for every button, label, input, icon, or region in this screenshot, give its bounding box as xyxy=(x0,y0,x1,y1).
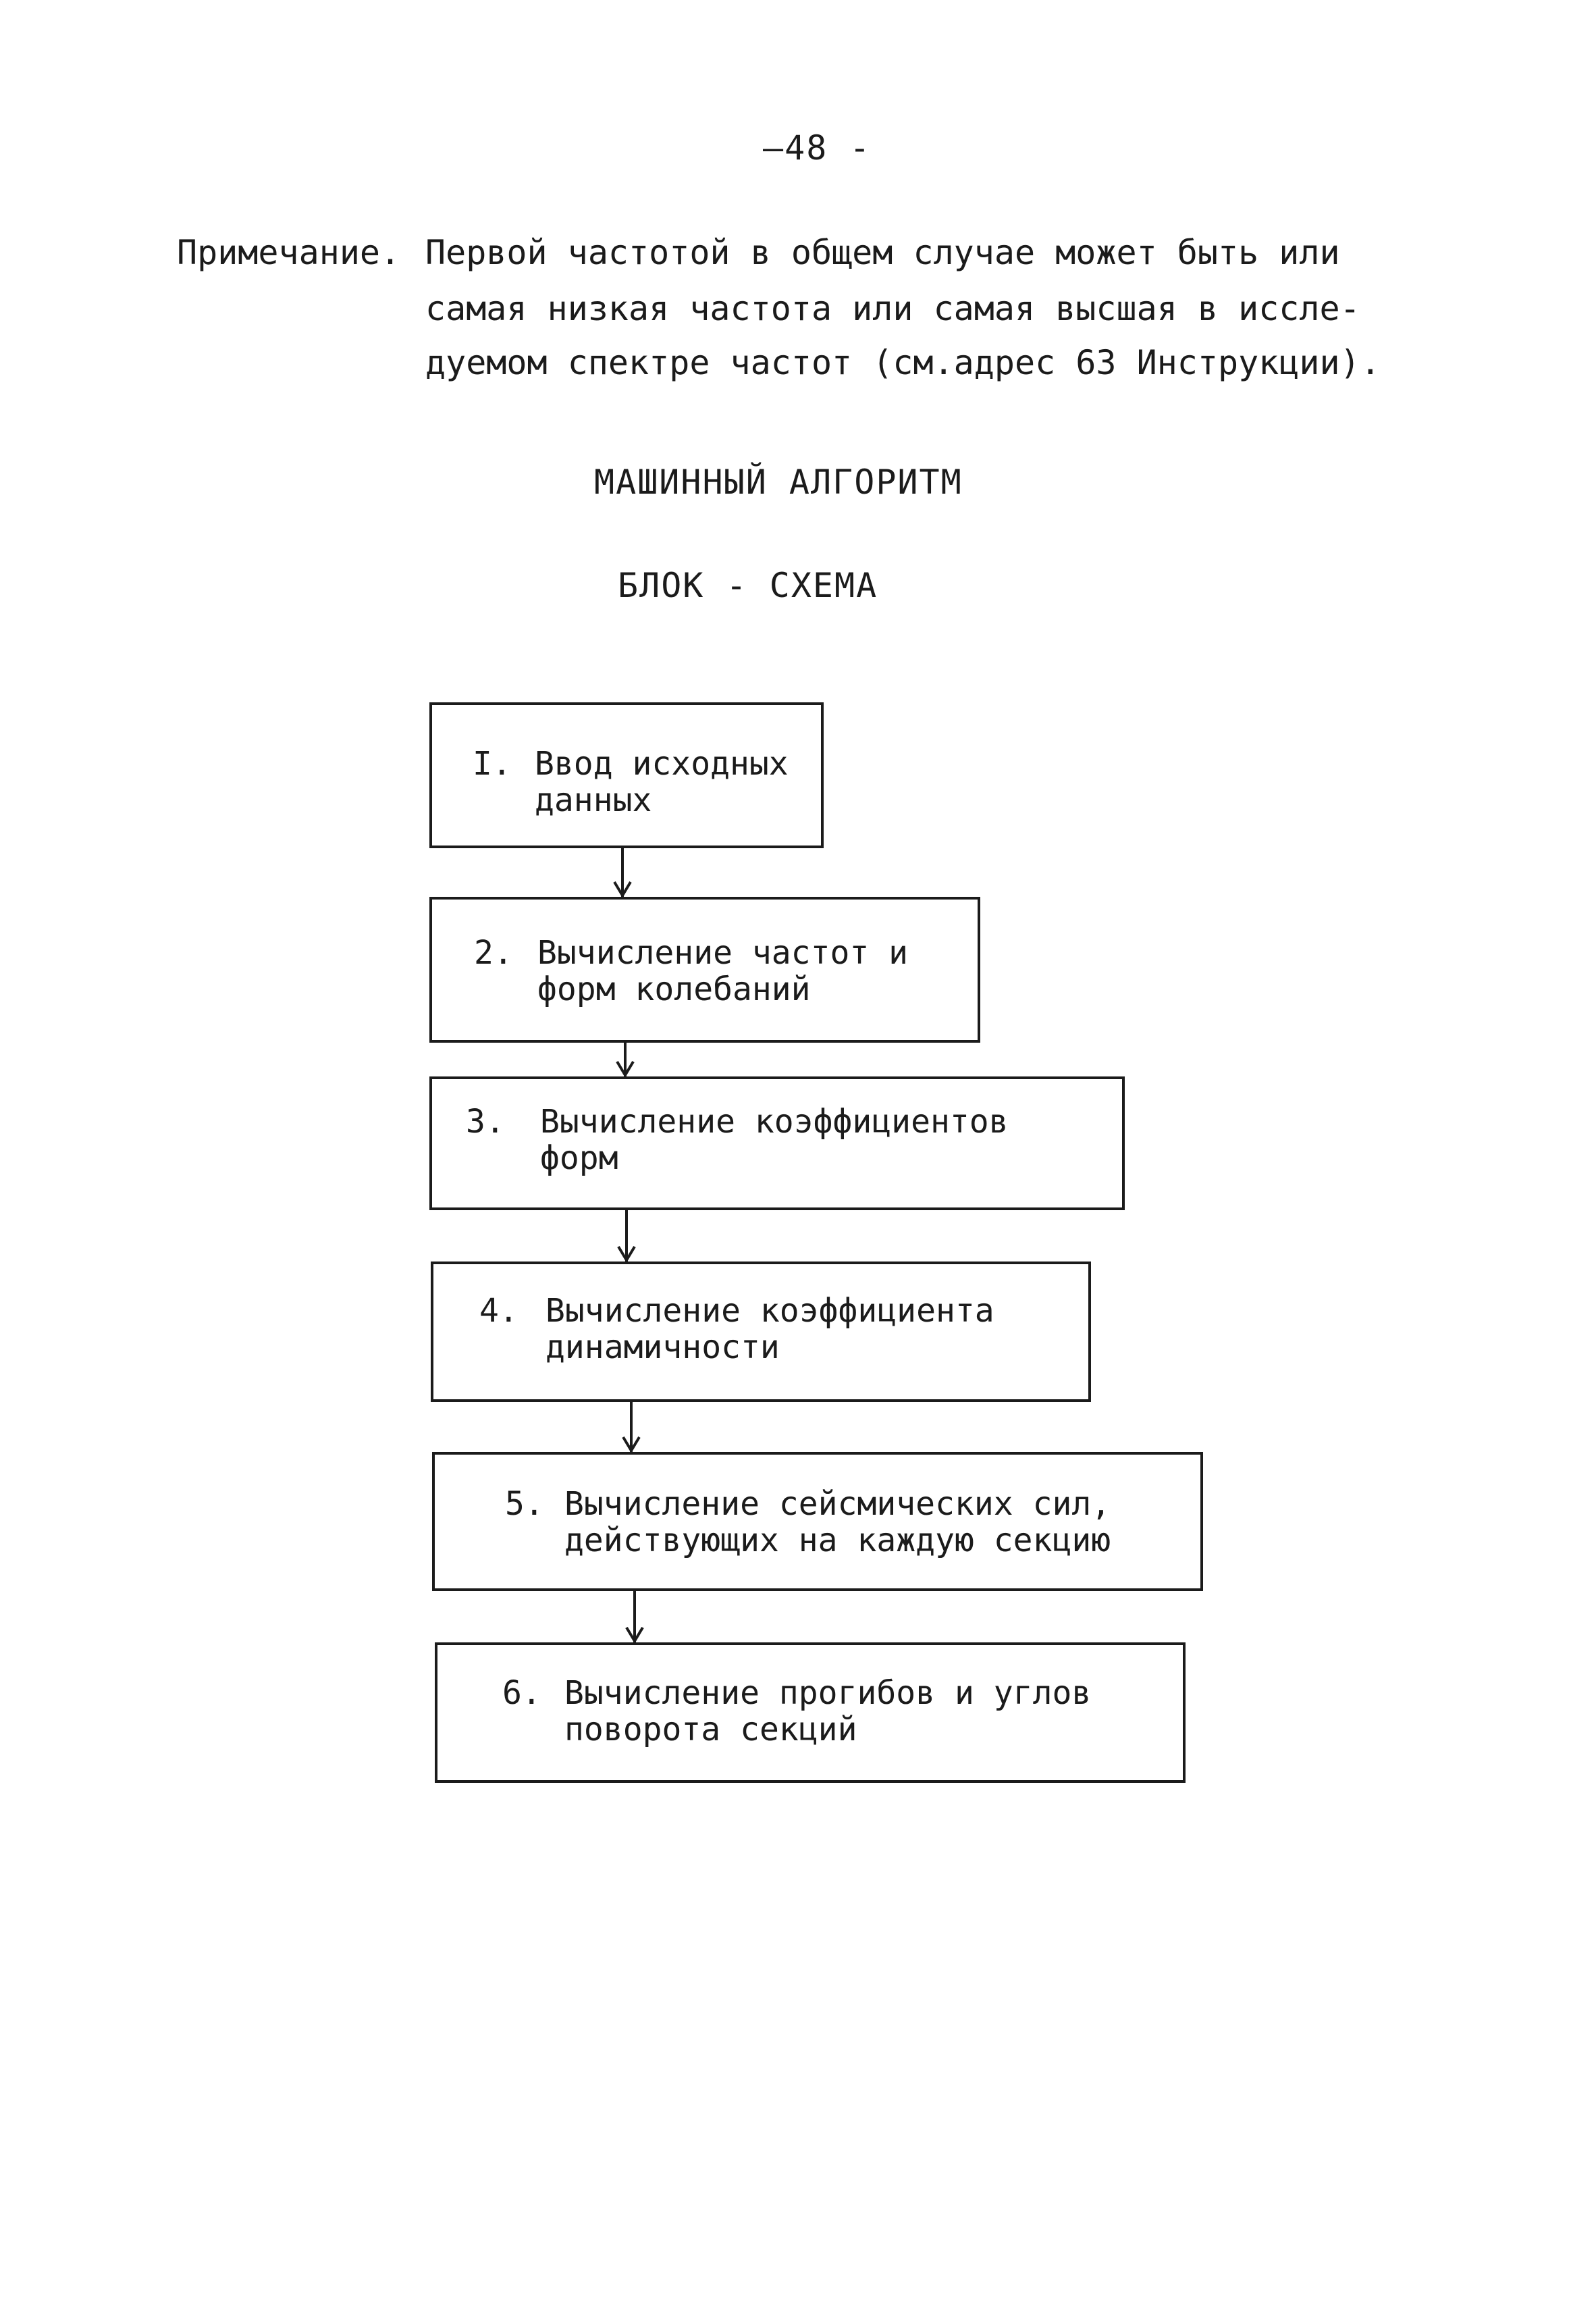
note-line-2: самая низкая частота или самая высшая в иссле- xyxy=(425,289,1360,328)
box-text-line-2: данных xyxy=(535,781,652,819)
flowchart-box-4 xyxy=(431,1261,1091,1402)
note-label: Примечание. xyxy=(177,233,401,272)
box-text-line-1: Вычисление частот и xyxy=(537,934,909,972)
box-number: 3. xyxy=(466,1103,505,1141)
flowchart-box-2 xyxy=(429,897,980,1043)
box-number: 2. xyxy=(474,934,513,972)
note-line-3: дуемом спектре частот (см.адрес 63 Инструкции). xyxy=(425,343,1381,382)
box-text-line-1: Вычисление коэффициента xyxy=(546,1292,994,1330)
flowchart-box-6 xyxy=(435,1642,1186,1783)
box-text-line-1: Вычисление прогибов и углов xyxy=(564,1674,1092,1712)
box-number: 5. xyxy=(505,1485,544,1523)
box-number: I. xyxy=(473,745,512,783)
box-text-line-2: динамичности xyxy=(546,1328,780,1366)
box-text-line-1: Вычисление коэффициентов xyxy=(540,1103,1009,1141)
diagram-title: БЛОК - СХЕМА xyxy=(618,566,878,605)
flowchart-box-1 xyxy=(429,702,824,848)
box-text-line-1: Вычисление сейсмических сил, xyxy=(564,1485,1111,1523)
box-text-line-2: форм колебаний xyxy=(537,970,811,1008)
box-text-line-2: поворота секций xyxy=(564,1711,857,1748)
page-number: –48 - xyxy=(763,128,872,167)
box-text-line-2: форм xyxy=(540,1139,618,1177)
flowchart-box-5 xyxy=(432,1452,1203,1591)
note-line-1: Первой частотой в общем случае может быть или xyxy=(425,233,1340,272)
box-number: 4. xyxy=(479,1292,518,1330)
flowchart-box-3 xyxy=(429,1076,1125,1210)
box-number: 6. xyxy=(502,1674,541,1712)
box-text-line-2: действующих на каждую секцию xyxy=(564,1521,1111,1559)
section-title: МАШИННЫЙ АЛГОРИТМ xyxy=(594,463,963,502)
box-text-line-1: Ввод исходных xyxy=(535,745,789,783)
